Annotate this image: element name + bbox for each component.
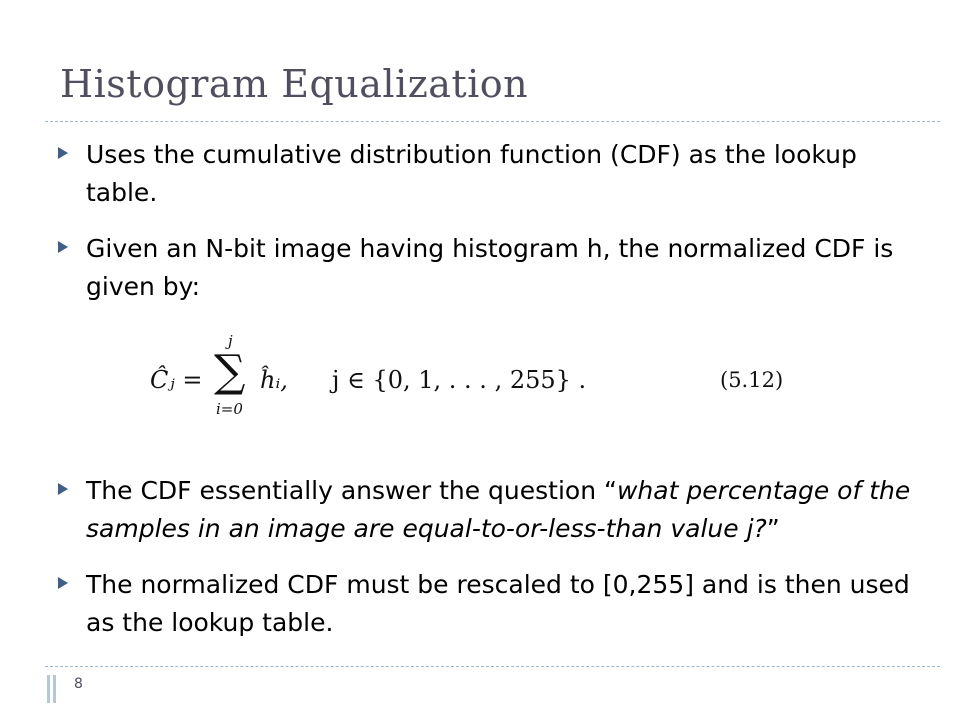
- bullet-text-1: Uses the cumulative distribution function (CDF) as the lookup table.: [86, 140, 857, 207]
- bullet-text-3: [86, 472, 916, 548]
- page-number: 8: [74, 676, 83, 692]
- title-divider: [45, 121, 940, 122]
- footer-stripes-icon: [47, 675, 59, 703]
- bullet-arrow-icon: [58, 147, 68, 159]
- equation-condition: j ∈ {0, 1, . . . , 255} .: [332, 366, 587, 394]
- cdf-equation: [150, 332, 800, 430]
- sum-lower-limit: i=0: [216, 400, 243, 418]
- equation-lhs: Ĉⱼ =: [150, 366, 203, 394]
- bullet-3-suffix: ”: [766, 514, 780, 543]
- equation-term: ĥᵢ,: [260, 366, 288, 394]
- bullet-text-2: Given an N-bit image having histogram h, the normalized CDF is given by:: [86, 234, 894, 301]
- sum-upper-limit: j: [228, 332, 233, 350]
- bullet-text-4: The normalized CDF must be rescaled to [0,255] and is then used as the lookup table.: [86, 570, 910, 637]
- bullet-3-prefix: The CDF essentially answer the question “: [86, 476, 617, 505]
- equation-number: (5.12): [720, 368, 784, 392]
- bullet-arrow-icon: [58, 241, 68, 253]
- slide-title: Histogram Equalization: [60, 62, 529, 106]
- sum-symbol: ∑: [214, 346, 246, 397]
- bullet-3-question: what percentage of the samples in an image are equal-to-or-less-than value j?: [86, 476, 911, 543]
- bullet-arrow-icon: [58, 577, 68, 589]
- bullet-arrow-icon: [58, 483, 68, 495]
- footer-divider: [45, 666, 940, 667]
